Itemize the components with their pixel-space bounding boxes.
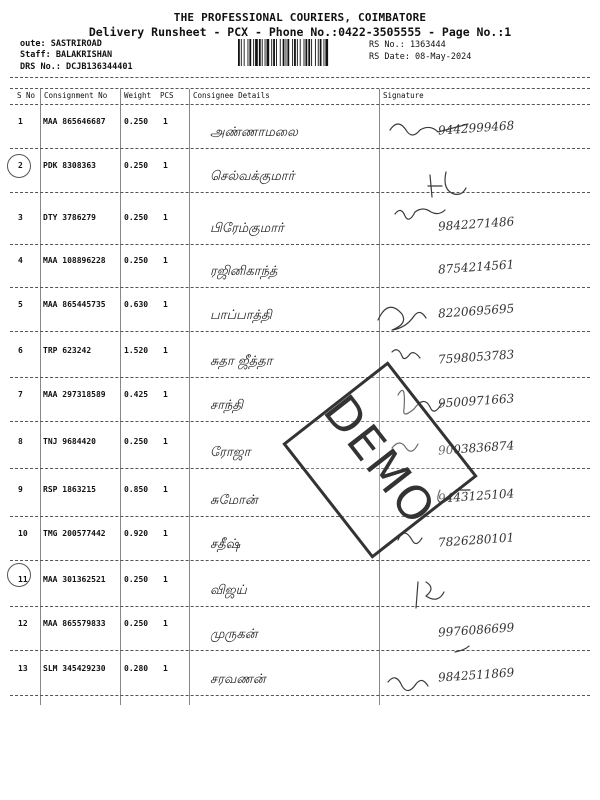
row-divider [10, 650, 590, 651]
row-pcs: 1 [163, 300, 168, 309]
row-serial-number: 3 [18, 213, 23, 222]
row-signature-phone: 9842511869 [437, 665, 515, 685]
row-serial-number: 12 [18, 619, 28, 628]
row-divider [10, 148, 590, 149]
row-consignment-number: MAA 865579833 [43, 619, 106, 628]
row-weight: 0.250 [124, 619, 149, 628]
row-pcs: 1 [163, 117, 168, 126]
col-header-signature: Signature [383, 91, 424, 100]
row-signature-phone: 8754214561 [437, 257, 515, 277]
row-pcs: 1 [163, 161, 168, 170]
row-divider [10, 192, 590, 193]
col-header-pcs: PCS [160, 91, 174, 100]
row-consignment-number: TMG 200577442 [43, 529, 106, 538]
row-consignee-name: விஜய் [210, 583, 247, 598]
row-consignee-name: செல்வக்குமார் [210, 169, 295, 184]
col-line-2 [120, 89, 121, 705]
row-consignment-number: SLM 345429230 [43, 664, 106, 673]
row-signature-phone: 8220695695 [437, 301, 515, 321]
row-2-circle-mark [7, 154, 31, 178]
row-consignee-name: அண்ணாமலை [210, 125, 298, 140]
row-consignment-number: TNJ 9684420 [43, 437, 96, 446]
row-signature-phone: 9500971663 [437, 391, 515, 411]
row-divider [10, 421, 590, 422]
row-pcs: 1 [163, 575, 168, 584]
row-signature-phone: 9842271486 [437, 214, 515, 234]
row-consignee-name: முருகன் [210, 627, 258, 642]
row-consignment-number: RSP 1863215 [43, 485, 96, 494]
row-serial-number: 1 [18, 117, 23, 126]
row-weight: 0.250 [124, 575, 149, 584]
row-signature-phone: 9003836874 [437, 438, 515, 458]
row-weight: 0.425 [124, 390, 149, 399]
row-signature-phone: 7826280101 [437, 530, 515, 550]
row-divider [10, 377, 590, 378]
row-serial-number: 4 [18, 256, 23, 265]
col-line-1 [40, 89, 41, 705]
row-signature-phone: 9442999468 [437, 118, 515, 138]
row-weight: 0.250 [124, 256, 149, 265]
row-pcs: 1 [163, 390, 168, 399]
row-weight: 0.280 [124, 664, 149, 673]
row-serial-number: 13 [18, 664, 28, 673]
barcode-image [238, 39, 364, 66]
row-consignment-number: TRP 623242 [43, 346, 92, 355]
row-consignment-number: PDK 8308363 [43, 161, 96, 170]
row-divider [10, 606, 590, 607]
row-consignee-name: பிரேம்குமார் [210, 221, 284, 236]
row-serial-number: 8 [18, 437, 23, 446]
row-consignee-name: சாந்தி [210, 398, 243, 413]
rs-date: RS Date: 08-May-2024 [369, 52, 472, 62]
col-header-weight: Weight [124, 91, 152, 100]
row-consignment-number: MAA 108896228 [43, 256, 106, 265]
drs-number: DRS No.: DCJB136344401 [20, 62, 133, 72]
row-weight: 1.520 [124, 346, 149, 355]
row-serial-number: 7 [18, 390, 23, 399]
row-consignment-number: MAA 865445735 [43, 300, 106, 309]
row-weight: 0.250 [124, 213, 149, 222]
col-line-3 [189, 89, 190, 705]
row-weight: 0.850 [124, 485, 149, 494]
header-divider [10, 77, 590, 78]
rs-number: RS No.: 1363444 [369, 40, 446, 50]
col-header-consignment: Consignment No [44, 91, 108, 100]
row-consignee-name: ரஜினிகாந்த் [210, 264, 278, 279]
row-pcs: 1 [163, 346, 168, 355]
table-top-rule [10, 88, 590, 89]
row-divider [10, 244, 590, 245]
row-signature-phone: 9443125104 [437, 486, 515, 506]
row-pcs: 1 [163, 485, 168, 494]
row-divider [10, 695, 590, 696]
row-consignee-name: சரவணன் [210, 672, 266, 687]
col-header-consignee: Consignee Details [193, 91, 270, 100]
row-pcs: 1 [163, 256, 168, 265]
row-pcs: 1 [163, 619, 168, 628]
row-divider [10, 560, 590, 561]
row-serial-number: 5 [18, 300, 23, 309]
col-header-sno: S No [17, 91, 36, 100]
row-serial-number: 10 [18, 529, 28, 538]
row-consignee-name: சுமோன் [210, 493, 258, 508]
row-divider [10, 331, 590, 332]
row-weight: 0.250 [124, 437, 149, 446]
company-title: THE PROFESSIONAL COURIERS, COIMBATORE [173, 11, 427, 24]
row-serial-number: 2 [18, 161, 23, 170]
demo-stamp: DEMO [282, 361, 477, 559]
row-consignee-name: பாப்பாத்தி [210, 308, 272, 323]
row-weight: 0.250 [124, 117, 149, 126]
row-divider [10, 287, 590, 288]
row-pcs: 1 [163, 213, 168, 222]
row-consignment-number: MAA 297318589 [43, 390, 106, 399]
row-weight: 0.920 [124, 529, 149, 538]
row-consignment-number: MAA 865646687 [43, 117, 106, 126]
runsheet-title: Delivery Runsheet - PCX - Phone No.:0422-3505555 - Page No.:1 [88, 25, 512, 39]
row-consignee-name: ரோஜா [210, 445, 251, 460]
row-consignee-name: சுதா ஜீத்தா [210, 354, 273, 369]
row-consignee-name: சதீஷ் [210, 537, 241, 552]
row-pcs: 1 [163, 529, 168, 538]
row-signature-phone: 9976086699 [437, 620, 515, 640]
row-weight: 0.630 [124, 300, 149, 309]
row-consignment-number: DTY 3786279 [43, 213, 96, 222]
row-serial-number: 11 [18, 575, 28, 584]
staff-label: Staff: BALAKRISHAN [20, 50, 113, 60]
row-divider [10, 468, 590, 469]
table-header-rule [10, 104, 590, 105]
route-label: oute: SASTRIROAD [20, 39, 102, 49]
row-signature-phone: 7598053783 [437, 347, 515, 367]
row-weight: 0.250 [124, 161, 149, 170]
row-divider [10, 516, 590, 517]
row-pcs: 1 [163, 664, 168, 673]
row-pcs: 1 [163, 437, 168, 446]
row-consignment-number: MAA 301362521 [43, 575, 106, 584]
row-11-circle-mark [7, 563, 31, 587]
row-serial-number: 9 [18, 485, 23, 494]
row-serial-number: 6 [18, 346, 23, 355]
